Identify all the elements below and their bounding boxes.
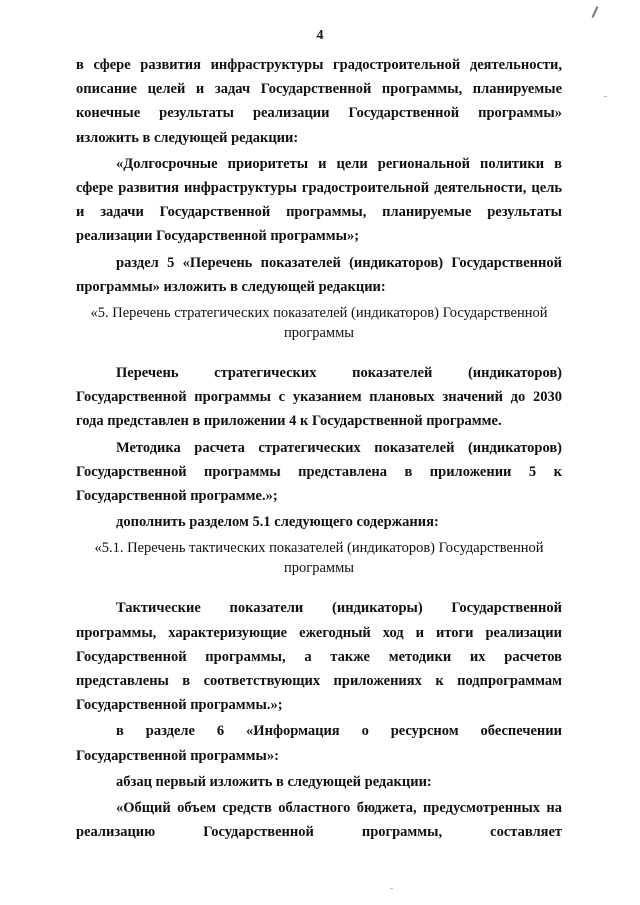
document-body [76, 53, 562, 844]
paragraph-7: Тактические показатели (индикаторы) Государственной программы, характеризующие ежегодный ход и итоги реализации Государственной программы, а также методики их расчетов представлены в соответствующих приложениях к подпрограммам Государственной программы.»; [76, 600, 562, 714]
paragraph-8: в разделе 6 «Информация о ресурсном обеспечении Государственной программы»: [76, 723, 562, 764]
paragraph-5: Методика расчета стратегических показателей (индикаторов) Государственной программы представлена в приложении 5 к Государственной программе.»; [76, 439, 562, 505]
paragraph-2: «Долгосрочные приоритеты и цели региональной политики в сфере развития инфраструктуры градостроительной деятельности, цель и задачи Государственной программы, планируемые результаты реализации Государственной программы»; [76, 155, 562, 245]
paragraph-10: «Общий объем средств областного бюджета, предусмотренных на реализацию Государственной программы, составляет [76, 800, 562, 841]
paragraph-6: дополнить разделом 5.1 следующего содержания: [116, 514, 439, 531]
paragraph-3: раздел 5 «Перечень показателей (индикаторов) Государственной программы» изложить в следующей редакции: [76, 254, 562, 295]
paragraph-4: Перечень стратегических показателей (индикаторов) Государственной программы с указанием плановых значений до 2030 года представлен в приложении 4 к Государственной программе. [76, 365, 562, 430]
paragraph-9: абзац первый изложить в следующей редакции: [116, 773, 432, 790]
paragraph-1: в сфере развития инфраструктуры градостроительной деятельности, описание целей и задач Государственной программы, планируемые конечные результаты реализации Государственной программы» изложить в следующей редакции: [76, 57, 562, 146]
scan-speck [604, 96, 607, 97]
scan-speck [390, 888, 393, 889]
section-heading-5-1: «5.1. Перечень тактических показателей (индикаторов) Государственной программы [94, 540, 544, 577]
page-number: 4 [316, 28, 324, 43]
scan-mark [592, 6, 599, 18]
section-heading-5: «5. Перечень стратегических показателей (индикаторов) Государственной программы [90, 305, 548, 342]
